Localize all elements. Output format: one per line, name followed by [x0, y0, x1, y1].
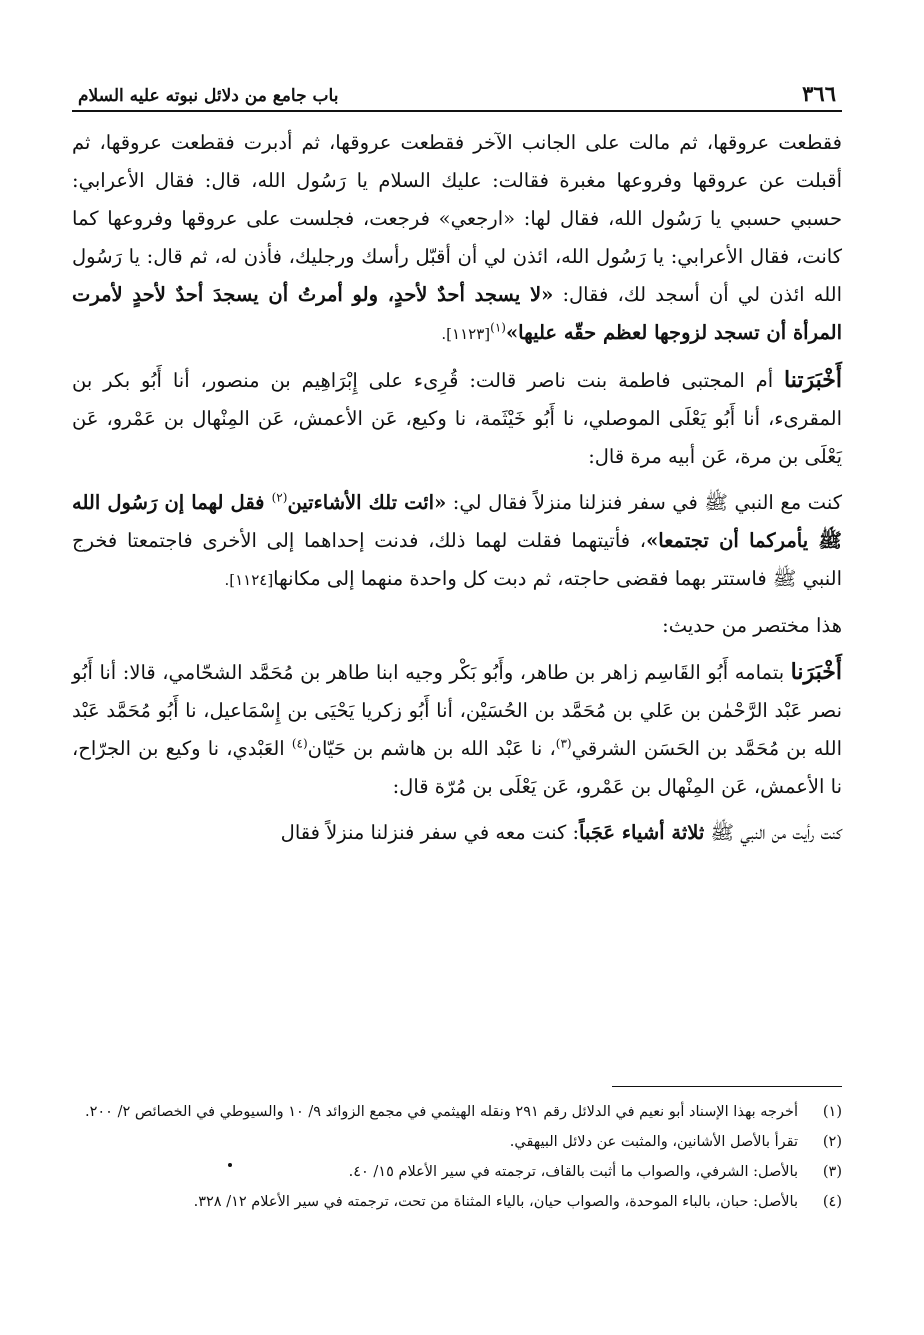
- footnote-text: بالأصل: الشرفي، والصواب ما أثبت بالقاف، ترجمته في سير الأعلام ١٥/ ٤٠.: [348, 1164, 798, 1180]
- paragraph-3-text-b: ، فأتيتهما فقلت لهما ذلك، فدنت إحداهما إلى الأخرى فاجتمعتا فخرج النبي ﷺ فاستتر بهما فقضى حاجته، ثم دبت كل واحدة منهما إلى مكانها: [72, 529, 842, 590]
- paragraph-3-quote-b: فقل لهما إن رَسُول الله ﷺ يأمركما أن تجتمعا»: [72, 491, 842, 552]
- footnote-3: [72, 1157, 842, 1187]
- paragraph-4: [72, 607, 842, 645]
- paragraph-1: [72, 124, 842, 353]
- footnote-text: بالأصل: حبان، بالباء الموحدة، والصواب حيان، بالياء المثناة من تحت، ترجمته في سير الأعلام ١٢/ ٣٢٨.: [193, 1194, 798, 1210]
- footnote-text: أخرجه بهذا الإسناد أبو نعيم في الدلائل رقم ٢٩١ ونقله الهيثمي في مجمع الزوائد ٩/ ١٠ والسيوطي في الخصائص ٢/ ٢٠٠.: [84, 1104, 798, 1120]
- hadith-number: [١١٢٣].: [441, 325, 491, 343]
- paragraph-2-lead: أَخْبَرَتنا: [784, 367, 842, 393]
- paragraph-5-text-c: العَبْدي، نا وكيع بن الجرّاح، نا الأعمش، عَن المِنْهال بن عَمْرو، عَن يَعْلَى بن مُرّة قال:: [72, 737, 842, 798]
- footnote-text: تقرأ بالأصل الأشانين، والمثبت عن دلائل البيهقي.: [509, 1134, 798, 1150]
- paragraph-6-bold: ثلاثة أشياء عَجَباً: [579, 821, 705, 844]
- page-header: [72, 70, 842, 112]
- paragraph-3-quote-a: «ائت تلك الأشاءتين: [287, 491, 447, 514]
- footnote-ref-4: (٤): [291, 736, 308, 751]
- paragraph-5-text-a: بتمامه أَبُو القَاسِم زاهر بن طاهر، وأَبُو بَكْر وجيه ابنا طاهر بن مُحَمَّد الشحّامي، قالا: أنا أَبُو نصر عَبْد الرَّحْمٰن بن عَلي بن مُحَمَّد بن الحُسَيْن، أنا أَبُو زكريا يَحْيَى بن إِسْمَاعيل، نا أَبُو مُحَمَّد عَبْد الله بن مُحَمَّد بن الحَسَن الشرقي: [72, 661, 842, 760]
- footnote-number: (٢): [822, 1134, 842, 1150]
- body-text: [72, 124, 842, 852]
- footnote-ref-2: (٢): [271, 490, 288, 505]
- paragraph-1-text: فقطعت عروقها، ثم مالت على الجانب الآخر فقطعت عروقها، ثم أدبرت فقطعت عروقها، ثم أقبلت عن عروقها وفروعها مغبرة فقالت: عليك السلام يا رَسُول الله، قال: فقال الأعرابي: حسبي حسبي يا رَسُول الله، فقال لها: «ارجعي» فرجعت، فجلست على عروقها وفروعها كما كانت، فقال الأعرابي: يا رَسُول الله، ائذن لي أن أقبّل رأسك ورجليك، فأذن له، ثم قال: يا رَسُول الله ائذن لي أن أسجد لك، فقال:: [72, 131, 843, 306]
- hadith-quote: «لا يسجد أحدٌ لأحدٍ، ولو أمرتُ أن يسجدَ أحدٌ لأحدٍ لأمرت المرأة أن تسجد لزوجها لعظم حقّه عليها»: [72, 283, 842, 344]
- paragraph-5-lead: أَخْبَرَنا: [790, 659, 842, 685]
- footnote-divider: [612, 1086, 842, 1087]
- paragraph-6: [72, 814, 842, 852]
- footnote-4: [72, 1187, 842, 1217]
- footnote-number: (١): [822, 1104, 842, 1120]
- footnote-number: (٤): [822, 1194, 842, 1210]
- hadith-number: [١١٢٤].: [224, 571, 274, 589]
- paragraph-5-text-b: ، نا عَبْد الله بن هاشم بن حَيّان: [307, 737, 556, 760]
- footnotes: [72, 1086, 842, 1217]
- paragraph-3: [72, 484, 842, 599]
- footnote-ref-3: (٣): [555, 736, 572, 751]
- footnote-ref-1: (١): [490, 320, 506, 335]
- stray-dot-mark: [228, 1163, 232, 1167]
- paragraph-6-text: كنت رأيت من النبي ﷺ: [704, 821, 842, 844]
- paragraph-3-text-a: كنت مع النبي ﷺ في سفر فنزلنا منزلاً فقال لي:: [446, 491, 842, 514]
- paragraph-2: [72, 361, 842, 476]
- footnote-1: [72, 1097, 842, 1127]
- paragraph-4-text: هذا مختصر من حديث:: [662, 614, 842, 637]
- footnote-2: [72, 1127, 842, 1157]
- running-title: باب جامع من دلائل نبوته عليه السلام: [78, 86, 339, 106]
- paragraph-5: [72, 653, 842, 806]
- page-number: ٣٦٦: [802, 81, 836, 106]
- paragraph-6-text-b: : كنت معه في سفر فنزلنا منزلاً فقال: [280, 821, 580, 844]
- page: [72, 70, 842, 860]
- footnote-number: (٣): [822, 1164, 842, 1180]
- paragraph-2-text: أم المجتبى فاطمة بنت ناصر قالت: قُرِىء على إِبْرَاهِيم بن منصور، أنا أَبُو بكر بن المقرىء، أنا أَبُو يَعْلَى الموصلي، نا أَبُو خَيْثَمة، نا وكيع، عَن الأعمش، عَن المِنْهال بن عَمْرو، عَن يَعْلَى بن مرة، عَن أبيه مرة قال:: [72, 369, 842, 468]
